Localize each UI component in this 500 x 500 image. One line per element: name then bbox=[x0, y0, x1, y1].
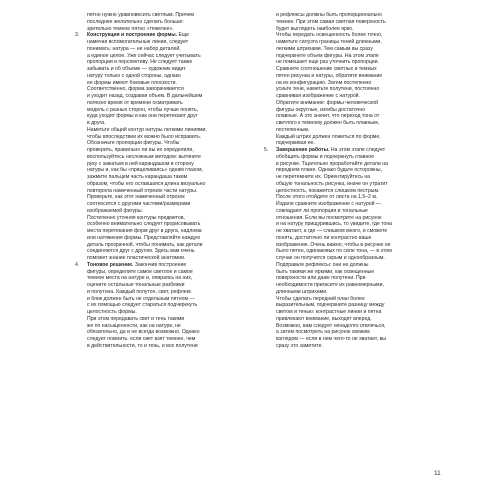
text-line: темное места на натуре и, опираясь на них, bbox=[87, 275, 193, 282]
text-line: фигуры округлые, изгибы достаточно bbox=[276, 106, 366, 113]
text-line: общую тональность рисунка, иначе он утратит bbox=[276, 180, 388, 187]
text-line: понять, достаточно ли контрастно ваше bbox=[276, 234, 372, 241]
text-line: Издали сравните изображение с натурой — bbox=[276, 201, 382, 207]
text-line: соединяются друг с другом. Здесь вам очень bbox=[87, 248, 195, 255]
text-line: зрительно темное пятно «тяжелее». bbox=[87, 25, 174, 32]
text-line: не перетемните их. Ориентируйтесь на bbox=[276, 174, 371, 180]
text-line: плавные. А это значит, что переход тона от bbox=[276, 113, 380, 120]
text-line: руку с зажатым в ней карандашом в сторону bbox=[87, 160, 194, 167]
text-line: проверить, правильно ли вы их определили, bbox=[87, 147, 194, 153]
text-line: повторяла намеченный отрезок части натуры. bbox=[87, 187, 198, 194]
page-number: 11 bbox=[434, 470, 441, 477]
text-line: Возможно, вам следует ненадолго отвлечься, bbox=[276, 322, 386, 329]
text-line: светом и тенью: контрастные линии и пятна bbox=[276, 309, 382, 315]
text-line: взглядом — если в нем чего-то не хватает, вы bbox=[276, 336, 386, 342]
text-line: сравнивая изображение с натурой. bbox=[276, 93, 360, 99]
text-line: ее формы имеют боковые плоскости. bbox=[87, 79, 177, 86]
text-line: поверхности или даже полутени. При bbox=[276, 275, 366, 282]
text-line: Обратите внимание: формы человеческой bbox=[276, 99, 379, 106]
text-line: зажмите пальцем часть карандаша таким bbox=[87, 174, 188, 180]
text-line: наметьте силуэта границы теней длинными, bbox=[276, 39, 382, 45]
text-line: случае он получится серым и однообразным. bbox=[276, 255, 385, 261]
section-first-line bbox=[73, 32, 256, 39]
text-line: изображение. Очень важно, чтобы в рисунке не bbox=[276, 241, 391, 248]
text-line: оцените остальные тональные разбежки bbox=[87, 282, 185, 288]
text-line: же по насыщенности, как на натуре, не bbox=[87, 322, 181, 329]
text-line: а единое целое. Уже сейчас следует учитывать bbox=[87, 52, 201, 59]
text-line: Обозначьте пропорции фигуры. Чтобы bbox=[87, 140, 180, 147]
text-line: пятен рисунка и натуры, обратите внимание bbox=[276, 72, 383, 79]
text-line: Чтобы передать освещенность более точно, bbox=[276, 32, 383, 39]
text-line: Подправьте рефлексы: они не должны bbox=[276, 261, 369, 268]
text-line: места перетекания форм друг в друга, надлома bbox=[87, 228, 202, 234]
text-line: постепенным. bbox=[276, 126, 310, 133]
text-line: подчеркнете объем фигуры. На этом этапе bbox=[276, 52, 379, 59]
right-intro-paragraph bbox=[262, 12, 445, 147]
text-line: целостность формы. bbox=[87, 309, 137, 315]
text-line: воспользуйтесь несложным методом: вытяните bbox=[87, 153, 201, 160]
text-line: Чтобы сделать передний план более bbox=[276, 295, 365, 302]
text-line: обобщить формы и подчеркнуть главное bbox=[276, 153, 375, 160]
section-body bbox=[73, 269, 256, 350]
text-line: чтобы впоследствии их можно было исправить. bbox=[87, 133, 202, 140]
text-line: соотносится с другими частями/размерами bbox=[87, 201, 191, 207]
text-line: отношения. Если вы посмотрите на рисунок bbox=[276, 214, 382, 221]
text-line: понимать: натура — не набор деталей, bbox=[87, 45, 181, 52]
text-line: пропорции и перспективу. Не следует также bbox=[87, 59, 193, 66]
text-line: деталь прозрачной, чтобы понимать, как детали bbox=[87, 241, 203, 248]
text-line: пятно нужно уравновесить светлым. Причем bbox=[87, 12, 194, 18]
text-line: Постепенно уточняя контуры предметов, bbox=[87, 214, 185, 221]
text-line: на их конфигурацию. Затем постепенно bbox=[276, 79, 372, 86]
text-line: Проверьте, как этот намеченный отрезок bbox=[87, 194, 185, 201]
text-line: намечая вспомогательные линии, следует bbox=[87, 39, 189, 45]
left-column bbox=[73, 12, 256, 350]
text-line: Каждый штрих должен ложиться по форме, bbox=[276, 133, 381, 140]
section-first-line-text: Закончив построение bbox=[133, 261, 187, 268]
text-line: особенно внимательно следует прорисовывать bbox=[87, 221, 201, 228]
section-number: 3. bbox=[75, 32, 80, 39]
text-line: поможет знание пластической анатомии. bbox=[87, 255, 186, 261]
text-line: При этом передавать свет и тень такими bbox=[87, 315, 185, 322]
text-line: следует помнить: если свет взят темнее, чем bbox=[87, 336, 196, 342]
text-line: привлекают внимание, выходят вперед. bbox=[276, 315, 372, 322]
text-line: обязательно, да и не всегда возможно. Однако bbox=[87, 329, 200, 336]
text-line: натуры и, как бы «прицеливаясь» одним глазом, bbox=[87, 167, 203, 174]
section-first-line-text: Еще bbox=[177, 32, 189, 39]
text-line: Соответственно, форма заворачивается bbox=[87, 86, 184, 93]
section-number: 5. bbox=[264, 147, 269, 153]
text-line: не помешает еще раз уточнить пропорции. bbox=[276, 59, 379, 66]
text-line: необходимости пригасите их равномерными, bbox=[276, 282, 384, 288]
text-line: и на натуру прищурившись, то увидите, где тона bbox=[276, 221, 393, 228]
section-construction bbox=[73, 32, 256, 262]
text-line: фигуры, определите самое светлое и самое bbox=[87, 268, 193, 275]
text-line: с их помощью следует стараться подчеркнуть bbox=[87, 302, 198, 309]
text-line: будет выглядеть наиболее ярко. bbox=[276, 25, 354, 32]
section-number: 4. bbox=[75, 261, 80, 268]
right-column bbox=[262, 12, 445, 350]
text-line: переднем плане. Однако будьте осторожны, bbox=[276, 167, 383, 174]
section-heading: Завершение работы. bbox=[276, 147, 330, 153]
text-line: забывать и об объеме — художник видит bbox=[87, 66, 186, 72]
text-line: Сравните соотношение светлых и темных bbox=[276, 66, 377, 72]
text-line: образом, чтобы его оставшаяся длина визуально bbox=[87, 180, 206, 187]
text-line: модель с разных сторон, чтобы лучше понять, bbox=[87, 106, 199, 113]
text-line: После этого отойдите от листа на 1,5–2 м. bbox=[276, 194, 378, 201]
text-line: не хватает, а где — слишком много, и сможете bbox=[276, 228, 388, 234]
text-line: и блик должен быть не отдельным пятном — bbox=[87, 295, 195, 302]
text-line: подчеркивая ее. bbox=[276, 140, 315, 147]
text-line: а затем посмотреть на рисунок свежим bbox=[276, 329, 370, 336]
section-completion bbox=[262, 147, 445, 350]
section-heading: Конструкция и построение формы. bbox=[87, 32, 178, 39]
text-line: или натяжения формы. Представляйте каждую bbox=[87, 234, 201, 241]
text-line: усиьте тени, наметьте полутени, постоянно bbox=[276, 86, 380, 93]
text-line: полезно время от времени осматривать bbox=[87, 99, 183, 106]
section-heading: Тоновое решение. bbox=[87, 261, 134, 268]
text-line: длинными штрихами. bbox=[276, 288, 328, 295]
section-first-line-text: На этом этапе следует bbox=[329, 147, 386, 153]
section-first-line bbox=[262, 147, 445, 154]
text-line: в рисунке. Тщательно проработайте детали на bbox=[276, 160, 388, 167]
text-line: в действительности, то и тень, и все полутени bbox=[87, 342, 198, 349]
section-body bbox=[73, 39, 256, 262]
text-line: темнее. При этом самая светлая поверхность bbox=[276, 18, 386, 25]
text-line: последнее желательно сделать больше: bbox=[87, 18, 184, 25]
text-line: сразу это заметите. bbox=[276, 342, 323, 349]
text-line: быть такими же яркими, как освещенные bbox=[276, 268, 375, 275]
section-body bbox=[262, 154, 445, 350]
text-line: в друга. bbox=[87, 120, 106, 126]
text-line: целостность, покажется слишком пестрым. bbox=[276, 187, 380, 194]
text-line: светлого к темному должен быть плавным, bbox=[276, 120, 380, 126]
text-line: куда уходят формы и как они перетекают друг bbox=[87, 113, 198, 120]
text-line: Наметьте общий контур натуры легкими линиями, bbox=[87, 126, 207, 133]
text-line: было пятен, одинаковых по силе тона, — в этом bbox=[276, 248, 392, 255]
text-line: и рефлексы должны быть пропорционально bbox=[276, 12, 382, 18]
text-line: совпадают ли пропорции и тональные bbox=[276, 207, 368, 214]
text-line: и уходит назад, создавая объем. В дальнейшем bbox=[87, 93, 203, 99]
section-first-line bbox=[73, 262, 256, 269]
left-intro-paragraph bbox=[73, 12, 256, 32]
text-line: натуру только с одной стороны, однако bbox=[87, 72, 181, 79]
text-line: и полутона. Каждый полутон, свет, рефлекс bbox=[87, 288, 192, 295]
text-line: выразительным, подчеркните разницу между bbox=[276, 302, 385, 309]
section-tone bbox=[73, 262, 256, 350]
text-line: легкими штрихами. Тем самым вы сразу bbox=[276, 45, 373, 52]
text-line: изображаемой фигуры. bbox=[87, 207, 144, 214]
